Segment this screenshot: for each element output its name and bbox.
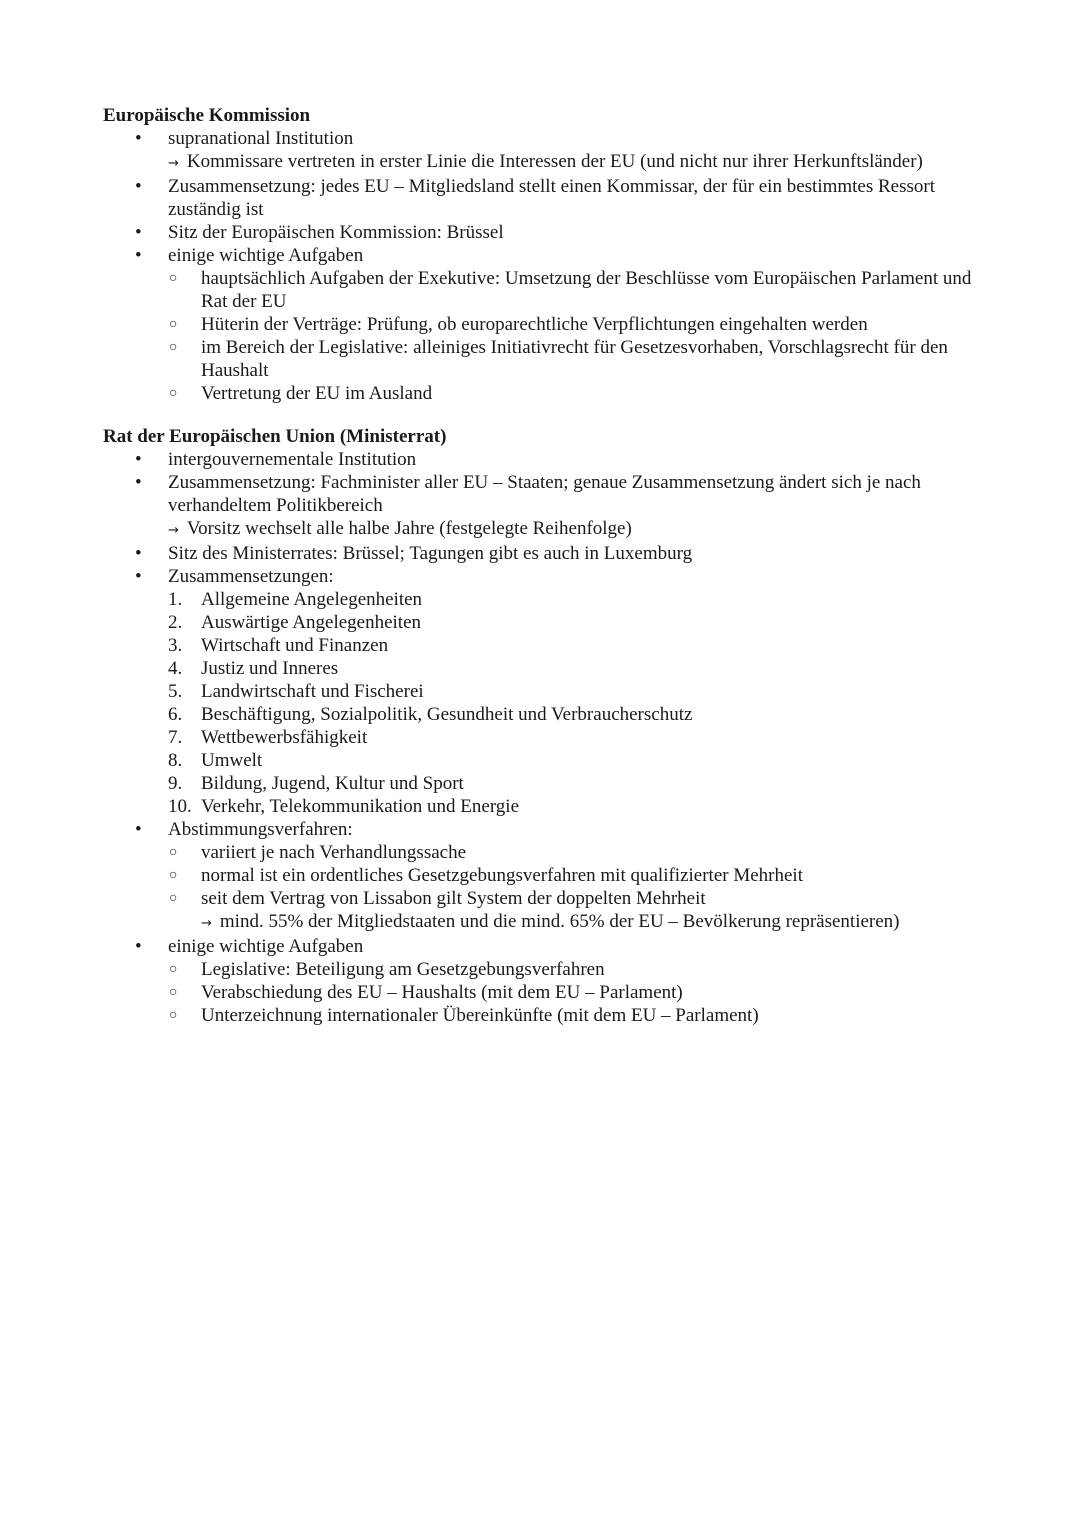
section-heading: Europäische Kommission xyxy=(103,105,311,126)
circle-bullet-icon: ○ xyxy=(169,317,178,332)
arrow-right-icon: → xyxy=(201,916,212,931)
circle-bullet-icon: ○ xyxy=(169,868,178,883)
bullet-icon: • xyxy=(135,472,142,493)
bullet-icon: • xyxy=(135,176,142,197)
sub-list-item: ○ normal ist ein ordentliches Gesetzgebungsverfahren mit qualifizierter Mehrheit xyxy=(169,865,803,886)
bullet-icon: • xyxy=(135,543,142,564)
list-item: • Zusammensetzung: Fachminister aller EU – Staaten; genaue Zusammensetzung ändert sich je nach verhandeltem Politikbereich xyxy=(135,472,921,516)
list-item: • einige wichtige Aufgaben xyxy=(135,936,364,957)
arrow-right-icon: → xyxy=(168,156,179,171)
circle-bullet-icon: ○ xyxy=(169,891,178,906)
numbered-item: 8. Umwelt xyxy=(168,750,263,771)
list-item: • Zusammensetzungen: xyxy=(135,566,334,587)
arrow-right-icon: → xyxy=(168,523,179,538)
circle-bullet-icon: ○ xyxy=(169,962,178,977)
numbered-item: 5. Landwirtschaft und Fischerei xyxy=(168,681,424,702)
circle-bullet-icon: ○ xyxy=(169,845,178,860)
section-commission xyxy=(103,104,993,405)
list-item: • Sitz des Ministerrates: Brüssel; Tagungen gibt es auch in Luxemburg xyxy=(135,543,693,564)
numbered-item: 2. Auswärtige Angelegenheiten xyxy=(168,612,422,633)
sub-list-item: ○ Hüterin der Verträge: Prüfung, ob europarechtliche Verpflichtungen eingehalten werden xyxy=(169,314,868,335)
list-item: • einige wichtige Aufgaben xyxy=(135,245,364,266)
numbered-item: 7. Wettbewerbsfähigkeit xyxy=(168,727,368,748)
numbered-item: 6. Beschäftigung, Sozialpolitik, Gesundheit und Verbraucherschutz xyxy=(168,704,693,725)
circle-bullet-icon: ○ xyxy=(169,340,178,355)
circle-bullet-icon: ○ xyxy=(169,1008,178,1023)
list-item: • Abstimmungsverfahren: xyxy=(135,819,353,840)
sub-list-item: ○ im Bereich der Legislative: alleiniges Initiativrecht für Gesetzesvorhaben, Vorschlagsrecht für den Haushalt xyxy=(169,337,948,381)
list-item: • intergouvernementale Institution xyxy=(135,449,417,470)
sub-list-item: ○ Unterzeichnung internationaler Übereinkünfte (mit dem EU – Parlament) xyxy=(169,1005,759,1026)
numbered-item: 10. Verkehr, Telekommunikation und Energie xyxy=(168,796,520,817)
list-item: • supranational Institution xyxy=(135,128,354,149)
sub-list-item: ○ Vertretung der EU im Ausland xyxy=(169,383,433,404)
list-item: • Zusammensetzung: jedes EU – Mitgliedsland stellt einen Kommissar, der für ein bestimmtes Ressort zuständig ist xyxy=(135,176,936,220)
numbered-item: 4. Justiz und Inneres xyxy=(168,658,339,679)
bullet-icon: • xyxy=(135,128,142,149)
circle-bullet-icon: ○ xyxy=(169,985,178,1000)
bullet-icon: • xyxy=(135,566,142,587)
circle-bullet-icon: ○ xyxy=(169,271,178,286)
arrow-note: → Vorsitz wechselt alle halbe Jahre (festgelegte Reihenfolge) xyxy=(168,518,632,539)
sub-list-item: ○ Verabschiedung des EU – Haushalts (mit dem EU – Parlament) xyxy=(169,982,683,1003)
arrow-note: → mind. 55% der Mitgliedstaaten und die mind. 65% der EU – Bevölkerung repräsentieren) xyxy=(201,911,900,932)
section-heading: Rat der Europäischen Union (Ministerrat) xyxy=(103,426,447,447)
bullet-icon: • xyxy=(135,449,142,470)
list-item: • Sitz der Europäischen Kommission: Brüssel xyxy=(135,222,504,243)
bullet-icon: • xyxy=(135,222,142,243)
numbered-item: 3. Wirtschaft und Finanzen xyxy=(168,635,389,656)
numbered-item: 9. Bildung, Jugend, Kultur und Sport xyxy=(168,773,464,794)
arrow-note: → Kommissare vertreten in erster Linie die Interessen der EU (und nicht nur ihrer Herkunftsländer) xyxy=(168,151,923,172)
sub-list-item: ○ seit dem Vertrag von Lissabon gilt System der doppelten Mehrheit xyxy=(169,888,706,909)
bullet-icon: • xyxy=(135,819,142,840)
bullet-icon: • xyxy=(135,245,142,266)
bullet-icon: • xyxy=(135,936,142,957)
numbered-item: 1. Allgemeine Angelegenheiten xyxy=(168,589,423,610)
sub-list-item: ○ hauptsächlich Aufgaben der Exekutive: Umsetzung der Beschlüsse vom Europäischen Parlament und Rat der EU xyxy=(169,268,972,312)
section-council xyxy=(103,425,993,1027)
sub-list-item: ○ Legislative: Beteiligung am Gesetzgebungsverfahren xyxy=(169,959,605,980)
sub-list-item: ○ variiert je nach Verhandlungssache xyxy=(169,842,467,863)
circle-bullet-icon: ○ xyxy=(169,386,178,401)
